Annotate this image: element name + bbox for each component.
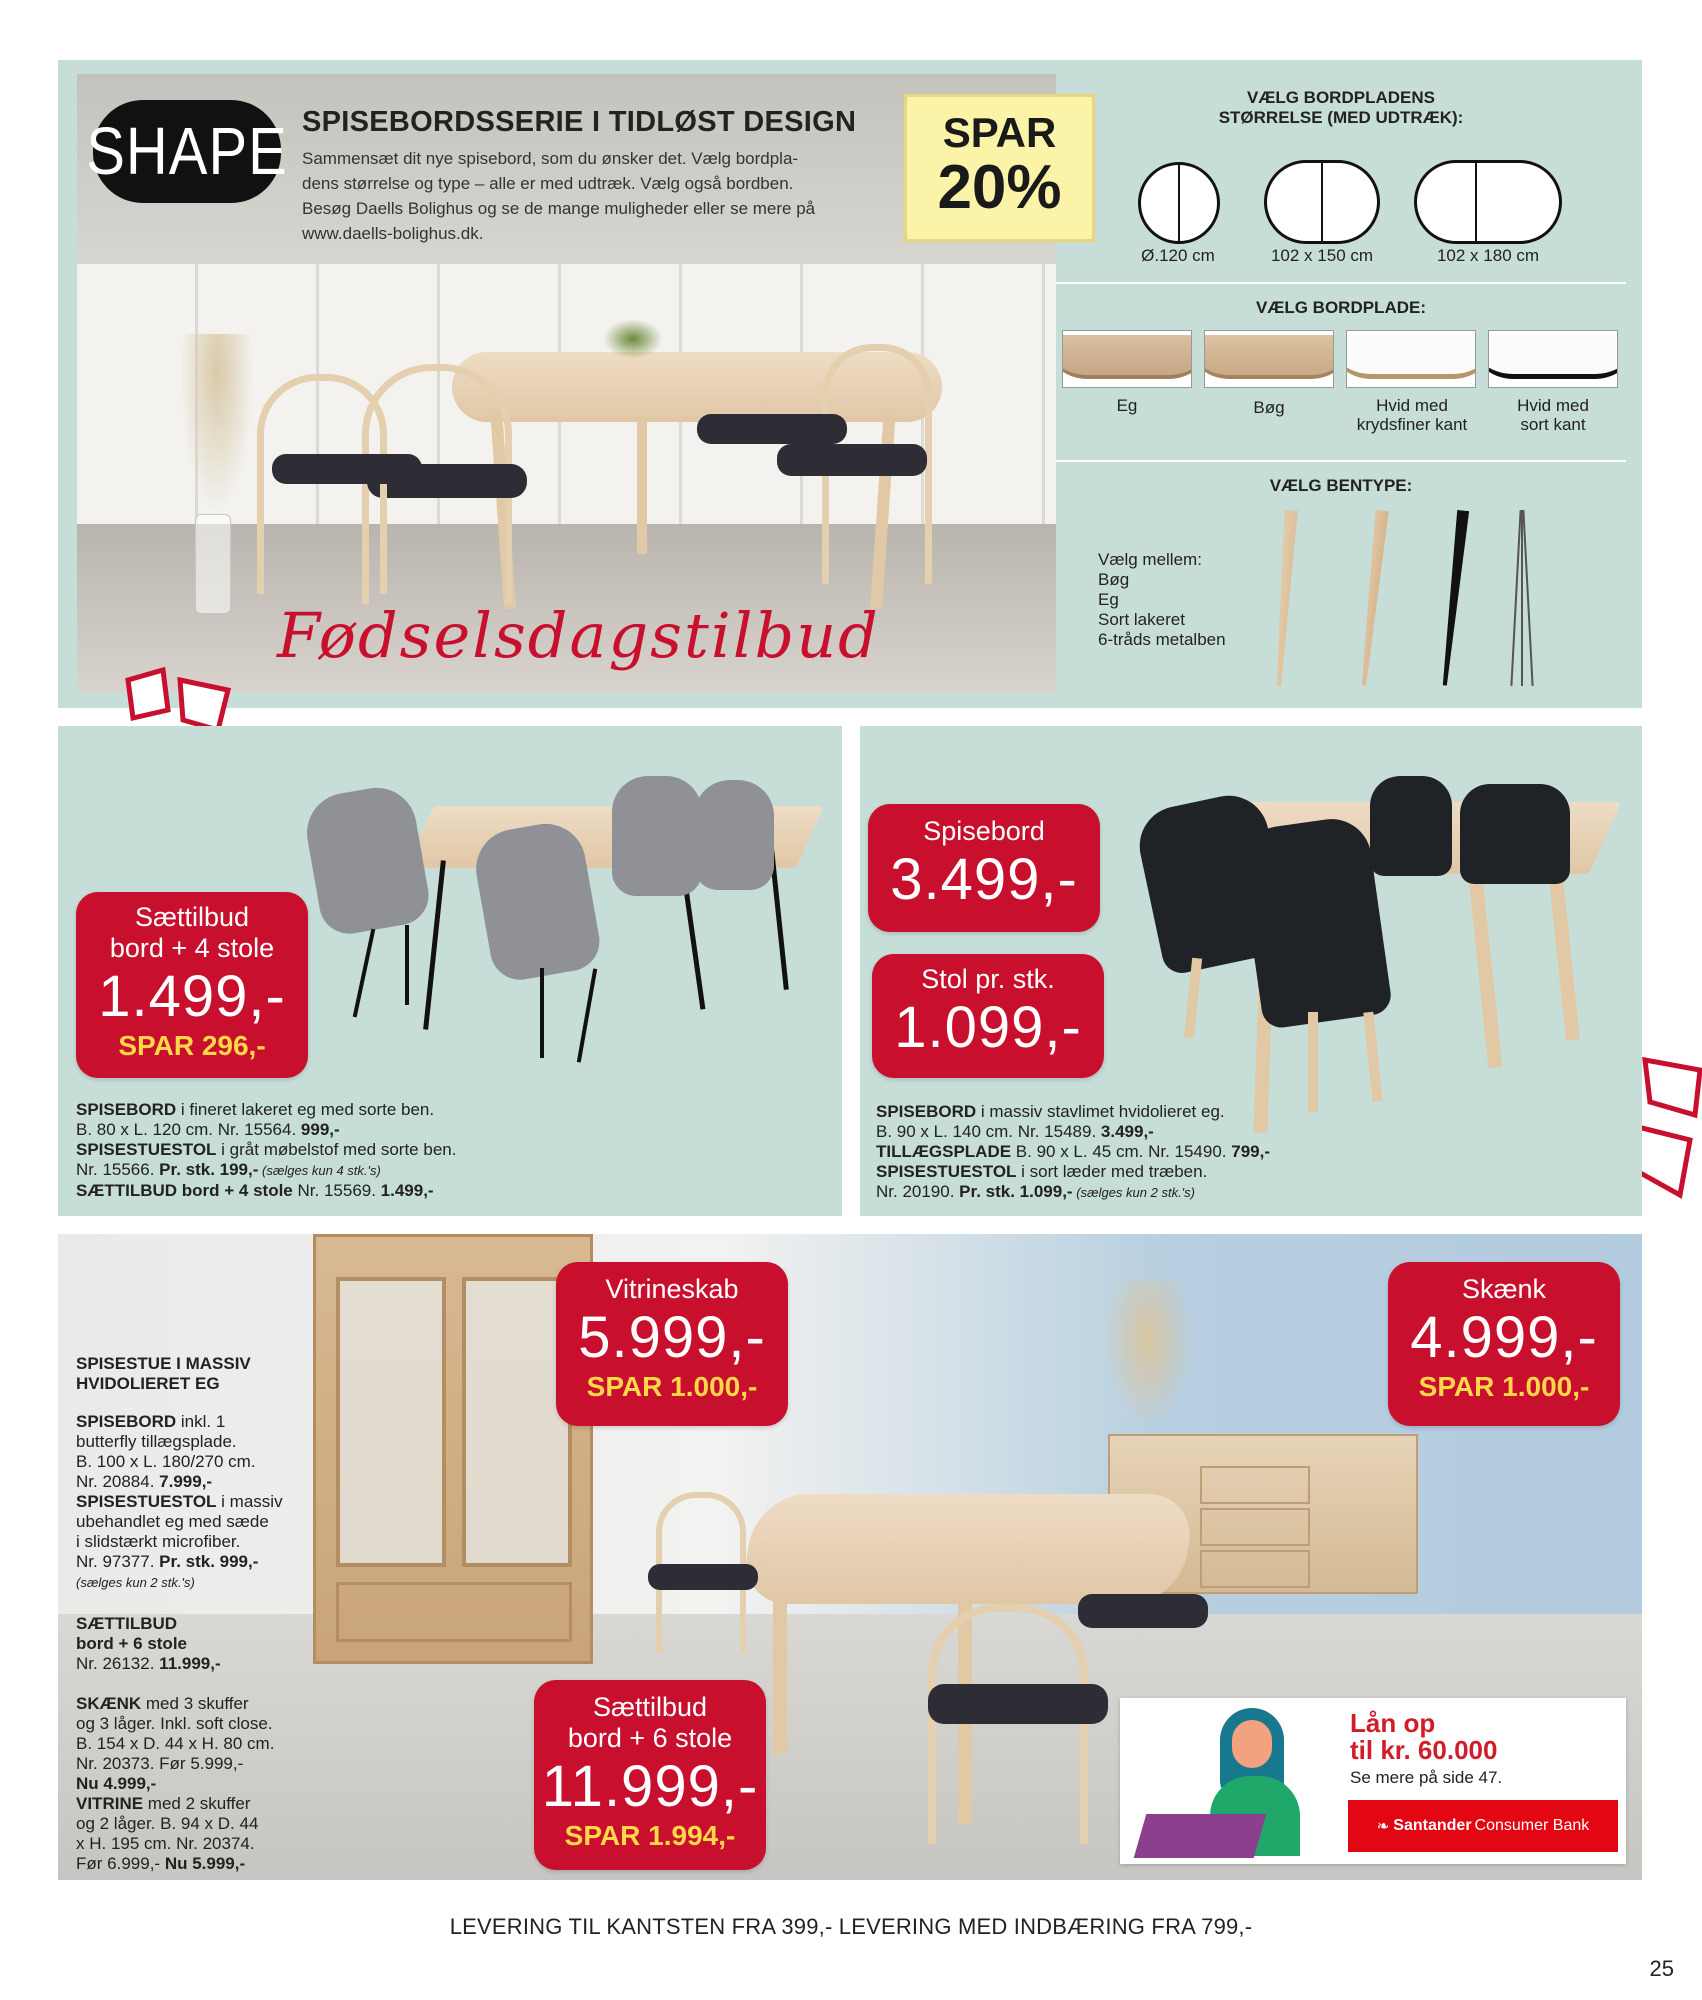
- desc-line: [76, 1854, 336, 1874]
- santander-logo[interactable]: [1348, 1800, 1618, 1852]
- desc-bold: SPISESTUESTOL: [876, 1162, 1017, 1181]
- desc-price: 999,-: [300, 1120, 340, 1139]
- swatch-fill: [1204, 335, 1334, 379]
- desc-note: (sælges kun 2 stk.'s): [76, 1575, 195, 1590]
- desc-text: Nr. 20884.: [76, 1472, 160, 1491]
- vitrine-cabinet: [313, 1234, 593, 1664]
- plate-swatch-white-black[interactable]: [1488, 330, 1618, 388]
- plate-swatch-boeg[interactable]: [1204, 330, 1334, 388]
- desc-text: i massiv: [216, 1492, 283, 1511]
- chair-leg: [540, 968, 544, 1058]
- desc-line: [76, 1492, 326, 1512]
- split-line: [1321, 163, 1323, 241]
- offer-label: bord + 4 stole: [109, 933, 275, 963]
- desc-line: [76, 1694, 336, 1714]
- spar-percent: 20%: [937, 153, 1062, 222]
- desc-text: B. 100 x L. 180/270 cm.: [76, 1452, 256, 1471]
- desc-line: [76, 1634, 326, 1654]
- birthday-script: Fødselsdagstilbud: [277, 599, 880, 672]
- size-label: 102 x 150 cm: [1270, 246, 1374, 265]
- desc-line: [76, 1814, 336, 1834]
- leg-eg-icon[interactable]: [1353, 509, 1393, 686]
- size-oval-icon[interactable]: [1264, 160, 1380, 244]
- chair: [928, 1604, 1088, 1844]
- leg-option: Bøg: [1098, 570, 1130, 589]
- shape-logo: [86, 100, 288, 203]
- vase: [195, 514, 231, 614]
- chair-price: 1.099,-: [894, 995, 1082, 1060]
- bottom-desc-table-chair: [76, 1412, 326, 1593]
- chair-seat: [272, 454, 422, 484]
- bank-suffix: Consumer Bank: [1474, 1817, 1590, 1834]
- desc-price: Pr. stk. 999,-: [159, 1552, 259, 1571]
- bottom-desc-sideboard-vitrine: [76, 1694, 336, 1874]
- desc-line: [76, 1654, 326, 1674]
- plate-label: [1204, 398, 1334, 417]
- heading-line: SPISESTUE I MASSIV: [76, 1354, 251, 1373]
- leg-option: Eg: [1098, 590, 1119, 609]
- flame-icon: ❧: [1376, 1818, 1390, 1835]
- desc-line: [76, 1614, 326, 1634]
- intro-line: Sammensæt dit nye spisebord, som du ønsker det. Vælg bordpla-: [302, 149, 799, 168]
- plate-label-line: sort kant: [1520, 415, 1586, 434]
- laptop: [1134, 1814, 1267, 1858]
- desc-line: [76, 1834, 336, 1854]
- plate-label: [1488, 396, 1618, 434]
- desc-text: B. 154 x D. 44 x H. 80 cm.: [76, 1734, 275, 1753]
- desc-bold: SPISEBORD: [76, 1412, 177, 1431]
- vitrine-price-box: [556, 1262, 788, 1426]
- wire: [1522, 510, 1533, 686]
- wire: [1521, 510, 1523, 686]
- left-offer-description: [76, 1100, 836, 1201]
- sideboard-price-box: [1388, 1262, 1620, 1426]
- set-label: Sættilbud: [592, 1692, 708, 1722]
- desc-line: [876, 1102, 1636, 1122]
- plate-header: VÆLG BORDPLADE:: [1256, 298, 1426, 317]
- chair-back: [1370, 776, 1452, 876]
- desc-line: [76, 1714, 336, 1734]
- chair-label: Stol pr. stk.: [921, 964, 1055, 994]
- intro-line: Besøg Daells Bolighus og se de mange muligheder eller se mere på: [302, 199, 816, 218]
- drawer: [1200, 1550, 1310, 1588]
- desc-line: [76, 1734, 336, 1754]
- leg-metal-icon[interactable]: [1511, 510, 1537, 686]
- logo-text: SHAPE: [86, 114, 288, 189]
- desc-text: i gråt møbelstof med sorte ben.: [216, 1140, 457, 1159]
- desc-line: [76, 1181, 836, 1201]
- dining-table-top: [738, 1494, 1197, 1604]
- desc-line: [76, 1472, 326, 1492]
- dining-set-price-box: [534, 1680, 766, 1870]
- desc-text: Nr. 20373. Før 5.999,-: [76, 1754, 244, 1773]
- leg-header: VÆLG BENTYPE:: [1269, 476, 1413, 495]
- table-label: Spisebord: [923, 816, 1045, 846]
- plate-swatch-eg[interactable]: [1062, 330, 1192, 388]
- chair-leg: [405, 925, 409, 1005]
- table-price-box: [868, 804, 1100, 932]
- swatch-fill: [1346, 335, 1476, 379]
- intro-line: dens størrelse og type – alle er med udtræk. Vælg også bordben.: [302, 174, 794, 193]
- chair-seat: [648, 1564, 758, 1590]
- desc-bold: TILLÆGSPLADE: [876, 1142, 1012, 1161]
- desc-bold: SPISESTUESTOL: [76, 1140, 217, 1159]
- desc-line: [76, 1140, 836, 1160]
- desc-price: Pr. stk. 1.099,-: [959, 1182, 1073, 1201]
- desc-bold: SÆTTILBUD bord + 4 stole: [76, 1181, 293, 1200]
- desc-price: 799,-: [1231, 1142, 1270, 1161]
- desc-text: B. 90 x L. 45 cm. Nr. 15490.: [1011, 1142, 1232, 1161]
- vitrine-spar: SPAR 1.000,-: [586, 1371, 758, 1402]
- desc-text: ubehandlet eg med sæde: [76, 1512, 269, 1531]
- desc-text: Nr. 15566.: [76, 1160, 160, 1179]
- series-intro: [302, 146, 892, 246]
- plate-label-line: Hvid med: [1517, 396, 1589, 415]
- loan-heading: [1350, 1710, 1610, 1764]
- desc-line: [876, 1182, 1636, 1203]
- right-offer-description: [876, 1102, 1636, 1203]
- desc-line: [76, 1452, 326, 1472]
- desc-line: [76, 1794, 336, 1814]
- desc-price: 7.999,-: [159, 1472, 213, 1491]
- sideboard-price: 4.999,-: [1410, 1305, 1598, 1370]
- chair-seat: [928, 1684, 1108, 1724]
- pampas-grass: [1103, 1279, 1193, 1429]
- desc-text: Nr. 26132.: [76, 1654, 160, 1673]
- wire: [1510, 510, 1521, 686]
- desc-price: 3.499,-: [1100, 1122, 1154, 1141]
- loan-line: til kr. 60.000: [1350, 1735, 1498, 1765]
- plate-label: [1332, 396, 1492, 434]
- desc-bold: SKÆNK: [76, 1694, 142, 1713]
- size-long-oval-icon[interactable]: [1414, 160, 1562, 244]
- leg-option: Sort lakeret: [1098, 610, 1185, 629]
- offer-label: Sættilbud: [134, 902, 250, 932]
- chair-seat: [777, 444, 927, 476]
- swatch-fill: [1062, 335, 1192, 379]
- desc-line: [76, 1572, 326, 1593]
- plate-swatch-white-plywood[interactable]: [1346, 330, 1476, 388]
- configurator: [1056, 74, 1626, 692]
- desc-text: Nr. 20190.: [876, 1182, 960, 1201]
- desc-bold: SPISEBORD: [76, 1100, 177, 1119]
- dried-flowers: [177, 334, 257, 524]
- desc-text: i massiv stavlimet hvidolieret eg.: [976, 1102, 1225, 1121]
- desc-text: x H. 195 cm. Nr. 20374.: [76, 1834, 255, 1853]
- plate-label: [1062, 396, 1192, 415]
- desc-text: Før 6.999,-: [76, 1854, 165, 1873]
- size-header-line: VÆLG BORDPLADENS: [1247, 88, 1435, 107]
- desc-text: i slidstærkt microfiber.: [76, 1532, 241, 1551]
- spar-word: SPAR: [942, 109, 1057, 156]
- leg-black-icon[interactable]: [1435, 509, 1473, 686]
- desc-bold: VITRINE: [76, 1794, 144, 1813]
- plate-label-line: krydsfiner kant: [1356, 415, 1468, 434]
- desc-line: [76, 1432, 326, 1452]
- split-line: [1475, 163, 1477, 241]
- vitrine-price: 5.999,-: [578, 1305, 766, 1370]
- series-title: SPISEBORDSSERIE I TIDLØST DESIGN: [302, 106, 857, 138]
- bank-name: Santander: [1393, 1817, 1472, 1834]
- desc-bold: Nu 4.999,-: [76, 1774, 157, 1793]
- desc-line: [76, 1120, 836, 1140]
- desc-line: [876, 1122, 1636, 1142]
- swatch-fill: [1488, 335, 1618, 379]
- desc-price: 1.499,-: [380, 1181, 434, 1200]
- delivery-footer: LEVERING TIL KANTSTEN FRA 399,- LEVERING MED INDBÆRING FRA 799,-: [449, 1914, 1253, 1939]
- bottom-heading: [76, 1354, 316, 1394]
- desc-line: [76, 1754, 336, 1774]
- woman-illustration: [1140, 1708, 1330, 1858]
- size-header: [1056, 88, 1626, 128]
- heading-line: HVIDOLIERET EG: [76, 1374, 220, 1393]
- chair-price-box: [872, 954, 1104, 1078]
- desc-line: [76, 1532, 326, 1552]
- leg-options: [1098, 550, 1298, 650]
- desc-text: med 3 skuffer: [141, 1694, 249, 1713]
- offer-spar: SPAR 296,-: [118, 1030, 266, 1061]
- desc-text: B. 90 x L. 140 cm. Nr. 15489.: [876, 1122, 1101, 1141]
- desc-line: [76, 1100, 836, 1120]
- desc-bold: SÆTTILBUD: [76, 1614, 178, 1633]
- desc-bold: SPISESTUESTOL: [76, 1492, 217, 1511]
- desc-price: 11.999,-: [159, 1654, 221, 1673]
- desc-line: [876, 1142, 1636, 1162]
- chair-back: [612, 776, 702, 896]
- set-label: bord + 6 stole: [567, 1723, 733, 1753]
- size-round-icon[interactable]: [1138, 162, 1220, 244]
- chair: [257, 374, 387, 594]
- desc-text: butterfly tillægsplade.: [76, 1432, 237, 1451]
- desc-line: [76, 1160, 836, 1181]
- desc-price: Pr. stk. 199,-: [159, 1160, 259, 1179]
- table-price: 3.499,-: [890, 847, 1078, 912]
- plate-label-line: Eg: [1116, 396, 1138, 415]
- set-offer-price-box: [76, 892, 308, 1078]
- table-leg: [637, 414, 647, 554]
- plate-label-line: Bøg: [1253, 398, 1285, 417]
- desc-line: [76, 1412, 326, 1432]
- desc-text: i fineret lakeret eg med sorte ben.: [176, 1100, 435, 1119]
- desc-bold: bord + 6 stole: [76, 1634, 187, 1653]
- desc-note: (sælges kun 2 stk.'s): [1072, 1185, 1195, 1200]
- chair-back: [1460, 784, 1570, 884]
- desc-text: i sort læder med træben.: [1016, 1162, 1208, 1181]
- leg-option: Vælg mellem:: [1098, 550, 1202, 569]
- desc-note: (sælges kun 4 stk.'s): [258, 1163, 381, 1178]
- table-leg: [773, 1594, 787, 1754]
- chair-leg: [1308, 1012, 1318, 1112]
- desc-price: Nu 5.999,-: [164, 1854, 246, 1873]
- vitrine-label: Vitrineskab: [605, 1274, 739, 1304]
- page-number: 25: [1649, 1956, 1674, 1981]
- size-header-line: STØRRELSE (MED UDTRÆK):: [1218, 108, 1464, 127]
- bottom-desc-set: [76, 1614, 326, 1674]
- plate-label-line: Hvid med: [1376, 396, 1448, 415]
- desc-bold: SPISEBORD: [876, 1102, 977, 1121]
- loan-box[interactable]: [1120, 1698, 1626, 1864]
- set-spar: SPAR 1.994,-: [564, 1820, 736, 1851]
- sideboard-label: Skænk: [1461, 1274, 1547, 1304]
- desc-line: [76, 1774, 336, 1794]
- chair-back: [694, 780, 774, 890]
- set-price: 11.999,-: [541, 1754, 759, 1819]
- loan-subtext: Se mere på side 47.: [1350, 1768, 1503, 1787]
- desc-text: og 2 låger. B. 94 x D. 44: [76, 1814, 259, 1833]
- size-label: Ø.120 cm: [1141, 246, 1215, 265]
- desc-text: inkl. 1: [176, 1412, 226, 1431]
- offer-price: 1.499,-: [98, 964, 286, 1029]
- intro-line: www.daells-bolighus.dk.: [302, 224, 484, 243]
- desc-text: Nr. 15569.: [292, 1181, 381, 1200]
- loan-line: Lån op: [1350, 1708, 1436, 1738]
- glass-door: [336, 1277, 446, 1567]
- desc-text: Nr. 97377.: [76, 1552, 160, 1571]
- divider: [1056, 460, 1626, 462]
- chair-seat: [697, 414, 847, 444]
- size-label: 102 x 180 cm: [1436, 246, 1540, 265]
- leg-option: 6-tråds metalben: [1098, 630, 1226, 649]
- drawer: [336, 1582, 572, 1642]
- divider: [1056, 282, 1626, 284]
- chair-seat: [1078, 1594, 1208, 1628]
- plant: [603, 319, 663, 359]
- desc-line: [876, 1162, 1636, 1182]
- drawer: [1200, 1466, 1310, 1504]
- split-line: [1178, 165, 1180, 241]
- desc-text: og 3 låger. Inkl. soft close.: [76, 1714, 273, 1733]
- desc-text: B. 80 x L. 120 cm. Nr. 15564.: [76, 1120, 301, 1139]
- drawer: [1200, 1508, 1310, 1546]
- desc-line: [76, 1512, 326, 1532]
- desc-line: [76, 1552, 326, 1572]
- sideboard-spar: SPAR 1.000,-: [1418, 1371, 1590, 1402]
- desc-text: med 2 skuffer: [143, 1794, 251, 1813]
- face: [1232, 1720, 1272, 1768]
